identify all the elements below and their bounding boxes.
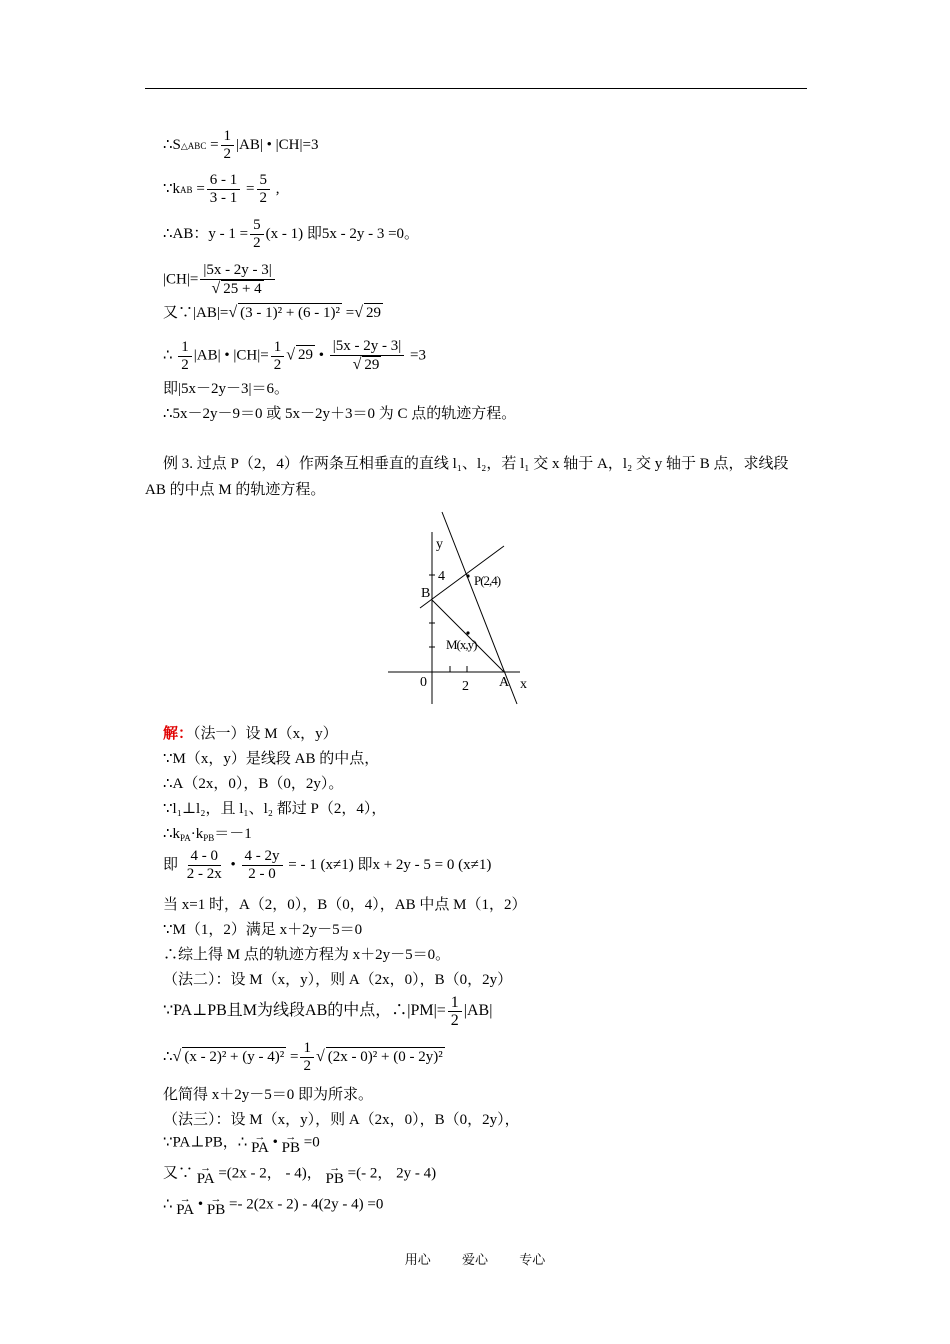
- solution-method1-title: 解：（法一）设 M（x，y）: [163, 726, 338, 742]
- example-question-line1: 例 3. 过点 P（2，4）作两条互相垂直的直线 l₁、l₂，若 l₁ 交 x 轴于 A，l₂ 交 y 轴于 B 点，求线段: [163, 456, 789, 472]
- geometry-figure: [380, 508, 540, 708]
- header-rule: [145, 88, 807, 89]
- text-line: 化简得 x＋2y－5＝0 即为所求。: [163, 1087, 374, 1103]
- point-p: [466, 574, 469, 577]
- footer-text: 爱心: [461, 1252, 488, 1267]
- eq-dot-product: ∵PA⊥PB，∴ → PA • → PB =0: [163, 1131, 320, 1156]
- solution-method3-title: （法三）：设 M（x，y），则 A（2x，0），B（0，2y），: [163, 1112, 520, 1128]
- eq-area-expanded: ∴ $\frac{1}{2}$ |AB| • |CH|= $\frac{1}{2}$ √ 29 • $\frac{|5x - 2y - 3|}{√ 29}$ =3: [163, 338, 426, 373]
- eq-pm-half-ab: ∵PA⊥PB且M为线段AB的中点，∴|PM|= $\frac{1}{2}$ |AB|: [163, 994, 493, 1029]
- eq-slope-product: $\therefore k_{PA}\cdot k_{PB}=-1$: [163, 826, 252, 843]
- page-footer: [0, 1249, 950, 1268]
- eq-slope-fraction: 即 $\frac{4 - 0}{2 - 2x}$ • $\frac{4 - 2y}{2 - 0}$ = - 1 (x≠1) 即x + 2y - 5 = 0 (x≠1): [163, 848, 492, 882]
- fraction: $\frac{1}{2}$: [221, 128, 235, 163]
- eq-ab-length: 又∵|AB|=√ (3 - 1)² + (6 - 1)² =√ 29: [163, 304, 382, 321]
- example-question-line2: AB 的中点 M 的轨迹方程。: [145, 482, 326, 498]
- eq-slope: ∵kAB = $\frac{6 - 1}{3 - 1}$ = $\frac{5}{2}$ ,: [163, 172, 280, 206]
- point-m-label: M(x,y): [446, 637, 477, 652]
- text-line: 即|5x－2y－3|＝6。: [163, 381, 290, 397]
- text-line: ∵M（1，2）满足 x＋2y－5＝0: [163, 922, 363, 938]
- solution-label: 解：: [163, 726, 194, 742]
- text-line: ∵M（x，y）是线段 AB 的中点，: [163, 751, 380, 767]
- origin-label: 0: [420, 675, 427, 690]
- point-p-label: P(2,4): [474, 573, 501, 588]
- text-line: ∴5x－2y－9＝0 或 5x－2y＋3＝0 为 C 点的轨迹方程。: [163, 406, 517, 422]
- point-m: [466, 631, 469, 634]
- footer-text: 用心: [404, 1252, 431, 1267]
- tick-label-4: 4: [438, 569, 445, 584]
- eq-dot-product-expanded: ∴ → PA • → PB =- 2(2x - 2) - 4(2y - 4) =0: [163, 1193, 384, 1218]
- eq-area: ∴S△ABC = $\frac{1}{2}$ |AB| • |CH|=3: [163, 128, 319, 162]
- text-line: ∴A（2x，0），B（0，2y）。: [163, 776, 344, 792]
- text-line: ∵l₁⊥l₂，且 l₁、l₂ 都过 P（2，4），: [163, 801, 387, 817]
- segment-ab: [432, 600, 504, 672]
- tick-label-2: 2: [462, 679, 469, 694]
- footer-text: 专心: [519, 1252, 546, 1267]
- x-label: x: [520, 677, 527, 692]
- point-b-label: B: [421, 586, 431, 601]
- text-line: 当 x=1 时，A（2，0），B（0，4），AB 中点 M（1，2）: [163, 897, 527, 913]
- text-line: ∴综上得 M 点的轨迹方程为 x＋2y－5＝0。: [163, 947, 451, 963]
- point-a-label: A: [499, 675, 510, 690]
- eq-distance: ∴√ (x - 2)² + (y - 4)² = $\frac{1}{2}$ √ (2x - 0)² + (0 - 2y)²: [163, 1040, 443, 1074]
- eq-vectors: 又∵ → PA =(2x - 2， - 4)， → PB =(- 2， 2y - 4): [163, 1162, 437, 1187]
- y-label: y: [436, 537, 443, 552]
- solution-method2-title: （法二）：设 M（x，y），则 A（2x，0），B（0，2y）: [163, 972, 513, 988]
- eq-ch: |CH|= $\frac{|5x - 2y - 3|}{√ 25 + 4}$: [163, 262, 277, 298]
- eq-line-ab: ∴AB：y - 1 = $\frac{5}{2}$ (x - 1) 即5x - 2y - 3 =0。: [163, 217, 420, 251]
